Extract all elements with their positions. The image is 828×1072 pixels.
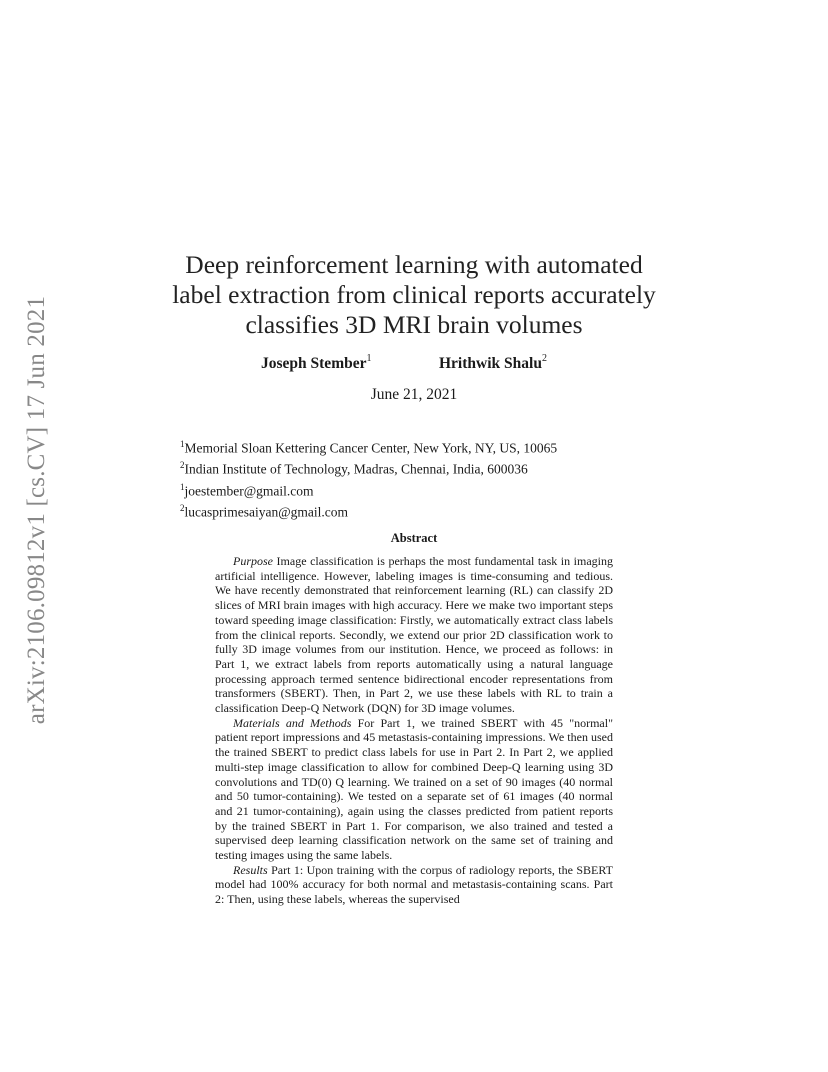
affiliation-mark: 2 [180,502,185,513]
title-line: label extraction from clinical reports accurately [172,280,656,309]
paper-title [160,250,668,340]
author-list [200,354,628,378]
abstract-paragraph-purpose [215,554,613,716]
title-line: Deep reinforcement learning with automated [185,250,643,279]
paragraph-lead: Materials and Methods [233,715,352,730]
affiliation-mark: 2 [180,460,185,471]
affiliations [180,436,660,521]
email-address: lucasprimesaiyan@gmail.com [184,504,349,520]
abstract-paragraph-results [215,863,613,907]
abstract-heading: Abstract [390,531,438,545]
affiliation-line [180,436,660,457]
paragraph-lead: Purpose [233,554,273,568]
affiliation-mark: 1 [180,439,185,449]
email-address: joestember@gmail.com [184,483,314,499]
paragraph-text: For Part 1, we trained SBERT with 45 "normal" patient report impressions and 45 metastasis-containing impressions. We then used the trained SBERT to predict class labels for use in Part 2. In Part 2, we applied multi-step image classification to allow for combined Deep-Q learning using 3D convolutions and TD(0) Q learning. We trained on a set of 90 images (40 normal and 50 tumor-containing). We tested on a separate set of 61 images (40 normal and 21 tumor-containing), again using the classes predicted from patient reports by the trained SBERT in Part 1. For comparison, we also trained and tested a supervised deep learning classification network on the same set of training and testing images using the same labels. [215,715,613,863]
arxiv-identifier: arXiv:2106.09812v1 [cs.CV] 17 Jun 2021 [23,295,50,725]
paragraph-text: Image classification is perhaps the most fundamental task in imaging artificial intelligence. However, labeling images is time-consuming and tedious. We have recently demonstrated that reinforcement learning (RL) can classify 2D slices of MRI brain images with high accuracy. Here we make two important steps toward speeding image classification: Firstly, we automatically extract class labels from the clinical reports. Secondly, we extend our prior 2D classification work to fully 3D image volumes from our institution. Hence, we proceed as follows: in Part 1, we extract labels from reports automatically using a natural language processing approach termed sentence bidirectional encoder representations from transformers (SBERT). Then, in Part 2, we use these labels with RL to train a classification Deep-Q Network (DQN) for 3D image volumes. [215,554,613,716]
author [439,354,547,373]
abstract-paragraph-methods [215,716,613,863]
author-affiliation-mark: 2 [541,353,547,364]
arxiv-side-stamp [20,290,54,730]
author [261,354,371,373]
email-line [180,479,660,500]
author-name: Hrithwik Shalu [439,355,542,373]
paragraph-lead: Results [233,862,268,877]
email-line [180,500,660,521]
affiliation-text: Indian Institute of Technology, Madras, Chennai, India, 600036 [184,461,528,477]
title-line: classifies 3D MRI brain volumes [245,310,583,339]
affiliation-line [180,457,660,478]
affiliation-mark: 1 [180,481,185,492]
author-name: Joseph Stember [261,355,367,373]
paragraph-text: Part 1: Upon training with the corpus of radiology reports, the SBERT model had 100% accuracy for both normal and metastasis-containing scans. Part 2: Then, using these labels, whereas the supervised [215,862,613,907]
affiliation-text: Memorial Sloan Kettering Cancer Center, New York, NY, US, 10065 [184,440,558,456]
author-affiliation-mark: 1 [366,353,372,364]
paper-date: June 21, 2021 [370,386,458,403]
abstract-body [215,554,613,907]
